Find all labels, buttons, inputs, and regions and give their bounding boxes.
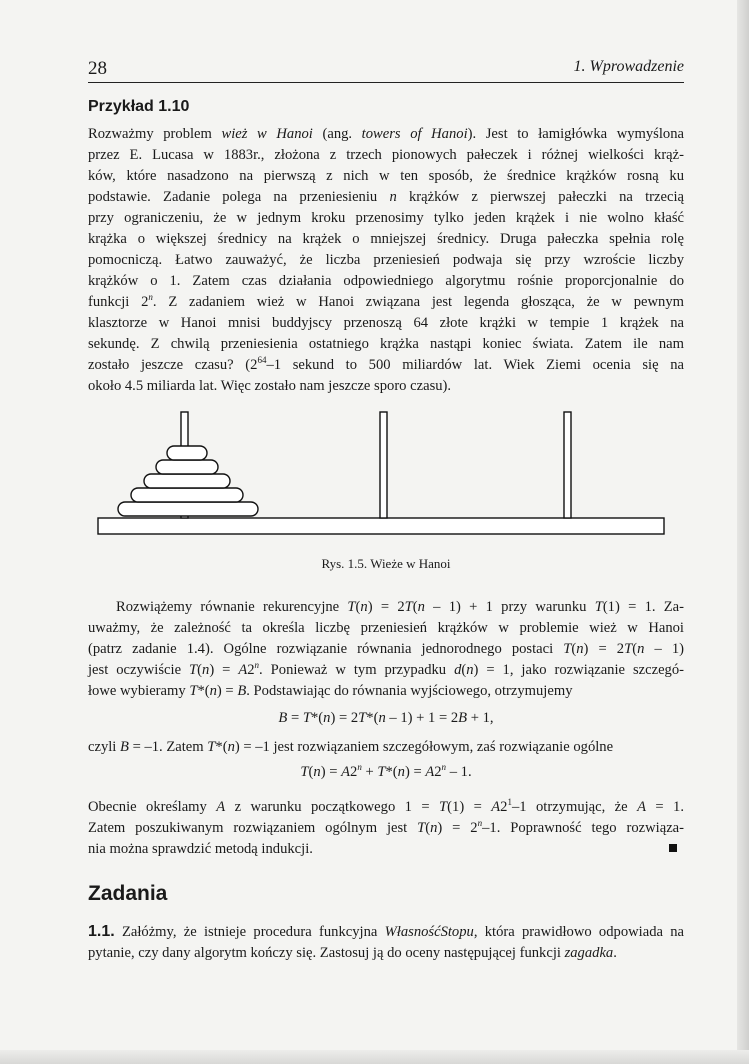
equation-particular: B = T*(n) = 2T*(n – 1) + 1 = 2B + 1, <box>278 710 494 726</box>
text-line: jest oczywiście $T(n) = A2^n$. Ponieważ w tym przypadku d(n) = 1, jako rozwiązanie szczegó- <box>88 660 685 678</box>
text-line: Zatem poszukiwanym rozwiązaniem ogólnym jest $T(n) = 2^n-1$. Poprawność tego rozwiąza- <box>88 818 685 836</box>
peg-2 <box>380 412 387 518</box>
base-board <box>98 518 664 534</box>
example-paragraph-final <box>88 797 684 860</box>
text-line: uważmy, że zależność ta określa liczbę przeniesień krążków w problemie wież w Hanoi <box>88 620 684 636</box>
disk-3 <box>144 474 230 488</box>
text-line: ków, które nasadzono na pierwszą z nich w ten sposób, że średnice krążków rosną ku <box>88 168 684 184</box>
equation-general: $T(n) = A2^n + T*(n) = A2^n - 1$. <box>300 762 472 780</box>
text-line: 1.1. Załóżmy, że istnieje procedura funkcyjna WłasnośćStopu, która prawidłowo odpowiada na <box>88 923 685 940</box>
text-line: krążków o 1. Zatem czas działania odpowiedniego algorytmu rośnie proporcjonalnie do <box>88 273 684 289</box>
text-line: pomocniczą. Łatwo zauważyć, że liczba przeniesień podwaja się przy wzroście liczby <box>88 252 684 268</box>
disk-1 <box>167 446 207 460</box>
peg-3 <box>564 412 571 518</box>
text-line: pytanie, czy dany algorytm kończy się. Zastosuj ją do oceny następującej funkcji zagadka. <box>88 945 617 961</box>
exercise-1-1 <box>88 921 684 964</box>
end-of-proof-mark <box>669 844 677 852</box>
text-line: funkcji 2$^n$. Z zadaniem wież w Hanoi związana jest legenda głosząca, że w pewnym <box>88 292 684 310</box>
example-title: Przykład 1.10 <box>88 98 190 115</box>
example-paragraph-intro <box>88 124 684 397</box>
bottom-edge-shadow <box>0 1050 749 1064</box>
text-line: Rozważmy problem wież w Hanoi (ang. towers of Hanoi). Jest to łamigłówka wymyślona <box>88 126 684 142</box>
text-line: łowe wybieramy T*(n) = B. Podstawiając do równania wyjściowego, otrzymujemy <box>88 683 573 699</box>
disk-4 <box>131 488 243 502</box>
page-header <box>88 58 684 83</box>
text-line: około 4.5 miliarda lat. Więc zostało nam jeszcze sporo czasu). <box>88 378 452 394</box>
page-number: 28 <box>88 58 107 79</box>
text-line: nia można sprawdzić metodą indukcji. <box>88 841 313 857</box>
text-line: Obecnie określamy A z warunku początkowego $1 = T(1) = A2^1-1$ otrzymując, że A = 1. <box>88 797 684 815</box>
text-line: (patrz zadanie 1.4). Ogólne rozwiązanie równania jednorodnego postaci T(n) = 2T(n – 1) <box>88 641 684 657</box>
text-line: przez E. Lucasa w 1883r., złożona z trzech pionowych pałeczek i różnej wielkości krąż- <box>88 147 684 163</box>
section-title: Zadania <box>88 882 168 905</box>
disk-5 <box>118 502 258 516</box>
text-line: przy ograniczeniu, że w jednym kroku przenosimy tylko jeden krążek i nie wolno kłaść <box>88 210 684 226</box>
text-line: klasztorze w Hanoi mnisi buddyjscy przenoszą 64 złote krążki w tempie 1 krążek na <box>88 315 684 331</box>
text-line: podstawie. Zadanie polega na przeniesieniu n krążków z pierwszej pałeczki na trzecią <box>88 189 684 205</box>
example-paragraph-solution <box>88 597 684 702</box>
text-line: sekundę. Z chwilą przeniesienia ostatniego krążka nastąpi koniec świata. Zatem ile nam <box>88 336 684 352</box>
towers-of-hanoi-figure <box>96 400 668 536</box>
text-line: czyli B = –1. Zatem T*(n) = –1 jest rozwiązaniem szczegółowym, zaś rozwiązanie ogólne <box>88 739 614 755</box>
figure-caption: Rys. 1.5. Wieże w Hanoi <box>321 556 451 571</box>
text-line: krążka o większej średnicy na krążek o mniejszej średnicy. Druga pałeczka spełnia rolę <box>88 231 684 247</box>
page-edge-shadow <box>737 0 749 1064</box>
disk-2 <box>156 460 218 474</box>
text-line: zostało jeszcze czasu? ($2^{64}-1$ sekund to 500 miliardów lat. Wiek Ziemi ocenia się na <box>88 355 684 373</box>
text-line: Rozwiążemy równanie rekurencyjne T(n) = 2T(n – 1) + 1 przy warunku T(1) = 1. Za- <box>116 599 685 615</box>
chapter-running-head: 1. Wprowadzenie <box>573 58 684 75</box>
example-paragraph-conclusion <box>88 737 684 758</box>
towers-illustration <box>96 400 668 536</box>
